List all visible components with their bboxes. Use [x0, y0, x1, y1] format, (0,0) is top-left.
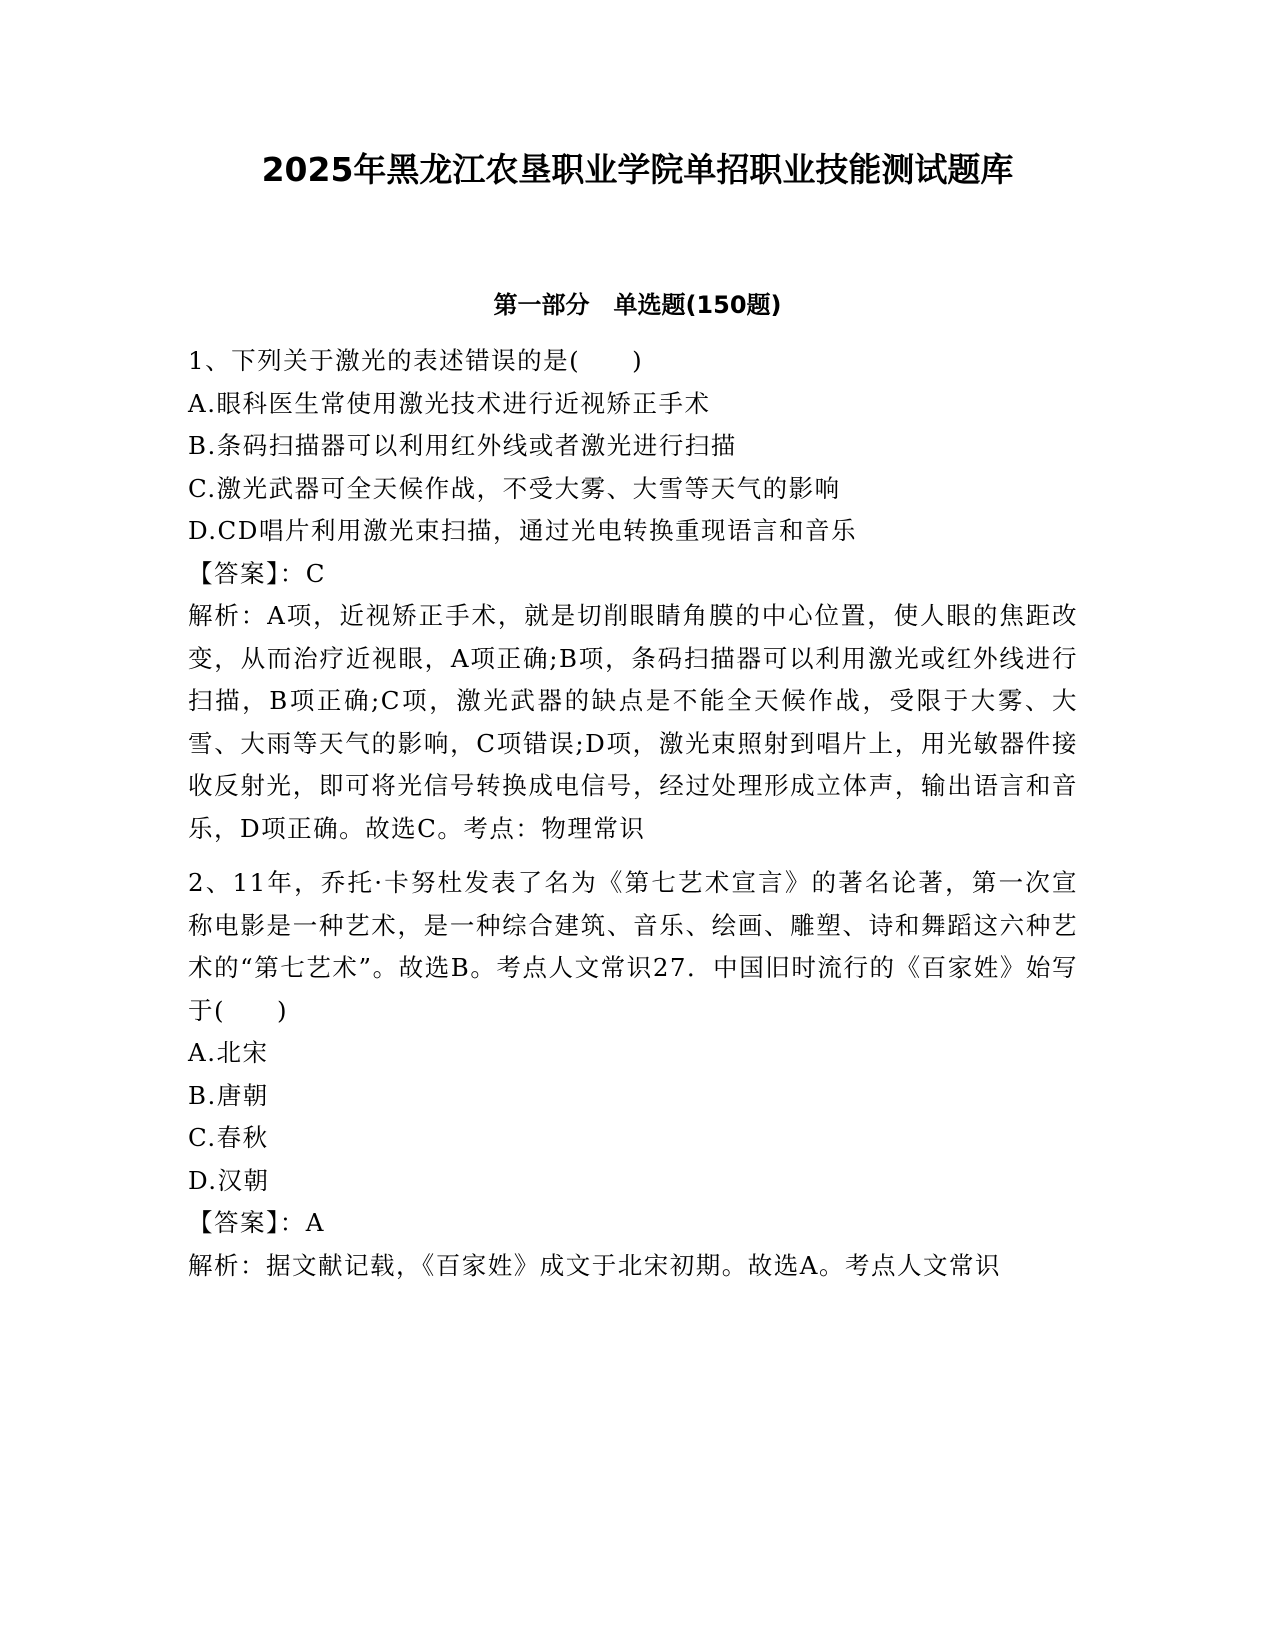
analysis-text: 解析：A项，近视矫正手术，就是切削眼睛角膜的中心位置，使人眼的焦距改变，从而治疗近视眼，A项正确;B项，条码扫描器可以利用激光或红外线进行扫描，B项正确;C项，激光武器的缺点是不能全天候作战，受限于大雾、大雪、大雨等天气的影响，C项错误;D项，激光束照射到唱片上，用光敏器件接收反射光，即可将光信号转换成电信号，经过处理形成立体声，输出语言和音乐，D项正确。故选C。考点：物理常识 — [188, 601, 1078, 843]
document-body — [188, 340, 1078, 1287]
option-d: D.CD唱片利用激光束扫描，通过光电转换重现语言和音乐 — [188, 516, 857, 545]
option-c: C.激光武器可全天候作战，不受大雾、大雪等天气的影响 — [188, 473, 841, 503]
option-a: A.眼科医生常使用激光技术进行近视矫正手术 — [188, 388, 711, 418]
document-title: 2025年黑龙江农垦职业学院单招职业技能测试题库 — [261, 150, 1014, 189]
answer-line: 【答案】：A — [188, 1208, 325, 1237]
question-block — [188, 340, 1078, 850]
option-b: B.唐朝 — [188, 1080, 269, 1110]
option-a: A.北宋 — [188, 1038, 269, 1067]
section-title: 第一部分 单选题(150题) — [493, 291, 782, 319]
answer-line: 【答案】：C — [188, 558, 326, 588]
option-c: C.春秋 — [188, 1123, 269, 1152]
analysis-text: 解析：据文献记载，《百家姓》成文于北宋初期。故选A。考点人文常识 — [188, 1250, 1001, 1280]
option-d: D.汉朝 — [188, 1165, 270, 1195]
question-stem: 1、下列关于激光的表述错误的是( ) — [188, 346, 644, 375]
option-b: B.条码扫描器可以利用红外线或者激光进行扫描 — [188, 431, 737, 460]
question-stem: 2、11年，乔托·卡努杜发表了名为《第七艺术宣言》的著名论著，第一次宣称电影是一种艺术，是一种综合建筑、音乐、绘画、雕塑、诗和舞蹈这六种艺术的“第七艺术”。故选B。考点人文常识27．中国旧时流行的《百家姓》始写于( ) — [188, 868, 1078, 1025]
question-block — [188, 862, 1078, 1287]
